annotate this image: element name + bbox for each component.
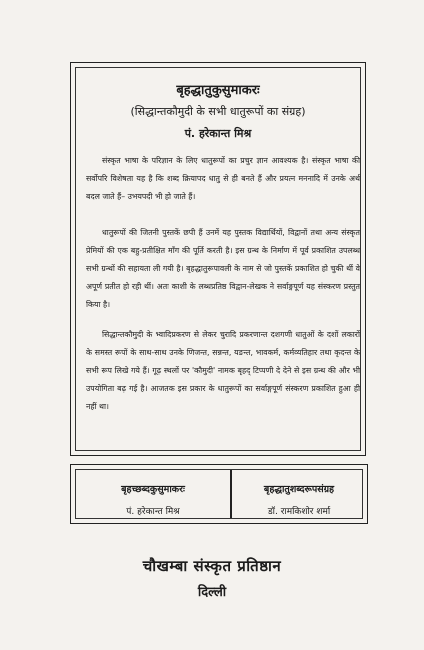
description-paragraph-3: सिद्धान्तकौमुदी के भ्वादिप्रकरण से लेकर चुरादि प्रकरणान्त दशगणी धातुओं के दशों लकारों के समस्त रूपों के साथ-साथ उनके णिजन्त, सन्नन्त, यङन्त, भावकर्म, कर्मव्यतिहार तथा कृदन्त के सभी रूप लिखे गये हैं। गूढ़ स्थलों पर 'कौमुदी' नामक बृहद् टिप्पणी दे देने से इस ग्रन्थ की और भी उपयोगिता बढ़ गई है। आजतक इस प्रकार के धातुरूपों का सर्वाङ्गपूर्ण संस्करण प्रकाशित हुआ ही नहीं था।	[86, 330, 360, 411]
related-books-box	[70, 464, 368, 524]
description-paragraph-1: संस्कृत भाषा के परिज्ञान के लिए धातुरूपों का प्रचुर ज्ञान आवश्यक है। संस्कृत भाषा की सर्वोपरि विशेषता यह है कि शब्द क्रियापद धातु से ही बनते हैं और प्रयत्न मननादि में उनके अर्थ बदल जाते हैं– उभयपदी भी हो जाते हैं।	[86, 156, 360, 201]
book-author: पं. हरेकान्त मिश्र	[184, 127, 252, 140]
book-title: बृहद्धातुकुसुमाकरः	[176, 83, 260, 98]
related-book-author-1: पं. हरेकान्त मिश्र	[126, 507, 180, 517]
book-subtitle: (सिद्धान्तकौमुदी के सभी धातुरूपों का संग्रह)	[130, 105, 306, 118]
book-description-box	[70, 62, 366, 456]
description-paragraph-2: धातुरूपों की जितनी पुस्तकें छपी हैं उनमें यह पुस्तक विद्यार्थियों, विद्वानों तथा अन्य संस्कृत प्रेमियों की एक बहु-प्रतीक्षित माँग की पूर्ति करती है। इस ग्रन्थ के निर्माण में पूर्व प्रकाशित उपलब्ध सभी ग्रन्थों की सहायता ली गयी है। बृहद्धातुरूपावली के नाम से जो पुस्तकें प्रकाशित हो चुकी थीं वे अपूर्ण प्रतीत हो रही थीं। अतः काशी के लब्धप्रतिष्ठ विद्वान-लेखक ने सर्वाङ्गपूर्ण यह संस्करण प्रस्तुत किया है।	[86, 228, 360, 309]
related-books-inner-border	[75, 469, 363, 519]
book-description-inner-border	[75, 67, 361, 451]
related-book-title-2: बृहद्धातुशब्दरूपसंग्रह	[263, 484, 335, 495]
related-book-title-1: बृहच्छब्दकुसुमाकरः	[121, 484, 185, 495]
publisher-name: चौखम्बा संस्कृत प्रतिष्ठान	[142, 557, 282, 575]
related-book-author-2: डॉ. रामकिशोर शर्मा	[267, 507, 331, 517]
publisher-city: दिल्ली	[197, 585, 227, 600]
